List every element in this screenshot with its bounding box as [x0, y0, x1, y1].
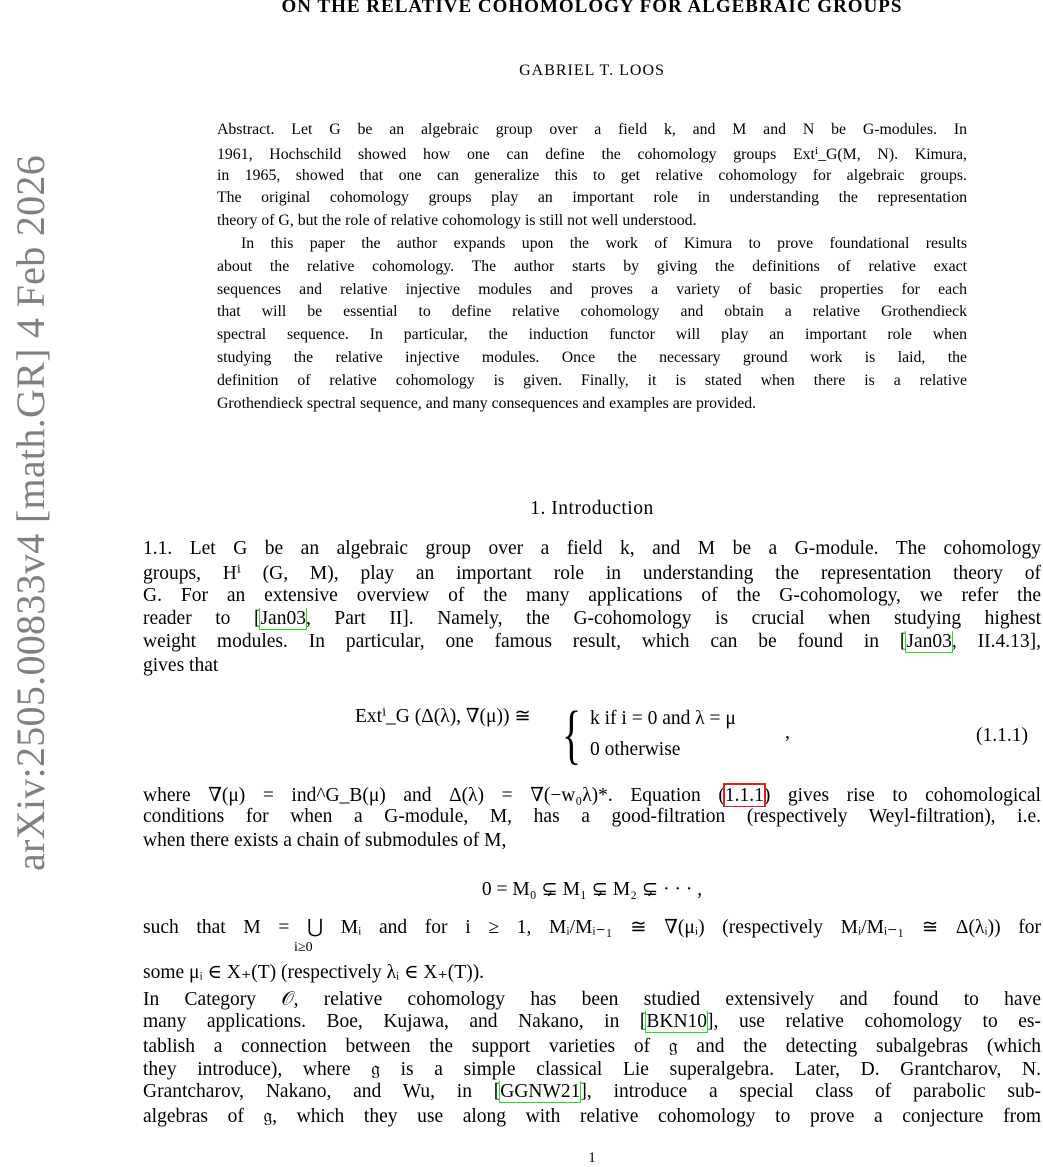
arxiv-identifier: arXiv:2505.00833v4 [math.GR] 4 Feb 2026 [8, 154, 53, 872]
text-segment: such that M = ⋃ Mᵢ and for i ≥ 1, Mᵢ/Mᵢ₋₁ ≅ ∇(μᵢ) (respectively Mᵢ/Mᵢ₋₁ ≅ Δ(λᵢ)) for [143, 917, 1041, 938]
equation-case-1: k if i = 0 and λ = μ [590, 708, 736, 729]
text-segment: algebras of 𝔤, which they use along with relative cohomology to prove a conjecture from [143, 1105, 1041, 1127]
text-segment: some μᵢ ∈ X₊(T) (respectively λᵢ ∈ X₊(T)). [143, 962, 485, 983]
paper-title: ON THE RELATIVE COHOMOLOGY FOR ALGEBRAIC GROUPS [281, 0, 903, 17]
text-segment: about the relative cohomology. The author starts by giving the definitions of relative exact [217, 257, 967, 275]
text-line [143, 1035, 1041, 1059]
text-line [143, 806, 1041, 830]
text-line [217, 258, 967, 282]
text-line [143, 1081, 1041, 1105]
text-line [143, 655, 1041, 677]
text-segment: , II.4.13], [951, 631, 1041, 653]
text-segment: in 1965, showed that one can generalize this to get relative cohomology for algebraic groups. [217, 166, 967, 184]
author-name: GABRIEL T. LOOS [519, 62, 665, 79]
citation-link[interactable]: GGNW21 [500, 1081, 581, 1103]
text-segment: Grothendieck spectral sequence, and many consequences and examples are provided. [217, 394, 757, 412]
text-line [217, 281, 967, 305]
text-line [217, 372, 967, 396]
text-line [217, 326, 967, 350]
union-index: i≥0 [294, 940, 313, 955]
text-segment: theory of G, but the role of relative cohomology is still not well understood. [217, 212, 697, 230]
text-segment: The original cohomology groups play an important role in understanding the representation [217, 189, 967, 207]
text-line [217, 212, 967, 230]
text-segment: In Category 𝒪, relative cohomology has been studied extensively and found to have [143, 989, 1041, 1010]
text-segment: that will be essential to define relative cohomology and obtain a relative Grothendieck [217, 303, 967, 321]
text-segment: definition of relative cohomology is given. Finally, it is stated when there is a relative [217, 371, 967, 389]
text-line [217, 349, 967, 373]
equation-number: (1.1.1) [976, 725, 1028, 746]
text-line [143, 608, 1041, 632]
text-segment: ], introduce a special class of parabolic sub- [580, 1081, 1041, 1103]
text-line [143, 561, 1041, 585]
text-segment: spectral sequence. In particular, the induction functor will play an important role when [217, 326, 967, 344]
equation-comma: , [785, 722, 790, 743]
text-segment: when there exists a chain of submodules of M, [143, 829, 507, 851]
text-segment: Abstract. Let G be an algebraic group over a field k, and M and N be G-modules. In [217, 121, 967, 138]
text-segment: tablish a connection between the support varieties of 𝔤 and the detecting subalgebras (which [143, 1035, 1041, 1057]
chain-equation: 0 = M₀ ⊊ M₁ ⊊ M₂ ⊊ · · · , [481, 879, 703, 900]
text-line [143, 988, 1041, 1012]
text-segment: studying the relative injective modules. Once the necessary ground work is laid, the [217, 349, 967, 366]
text-segment: G. For an extensive overview of the many applications of the G-cohomology, we refer the [143, 584, 1041, 606]
text-line [217, 167, 967, 191]
text-line [143, 631, 1041, 655]
text-line [143, 783, 1041, 807]
text-segment: , Part II]. Namely, the G-cohomology is crucial when studying highest [305, 607, 1041, 629]
text-line [143, 915, 1041, 939]
section-heading: 1. Introduction [530, 498, 654, 519]
text-segment: sequences and relative injective modules and proves a variety of basic properties for each [217, 280, 967, 298]
text-segment: weight modules. In particular, one famous result, which can be found in [ [143, 631, 907, 653]
text-segment: they introduce), where 𝔤 is a simple classical Lie superalgebra. Later, D. Grantcharov, N. [143, 1058, 1041, 1080]
text-line [143, 1105, 1041, 1129]
text-line [217, 235, 967, 259]
text-segment: Grantcharov, Nakano, and Wu, in [ [143, 1081, 501, 1103]
case-2-text: 0 otherwise [590, 739, 681, 760]
text-line [217, 189, 967, 213]
text-segment: 1.1. Let G be an algebraic group over a field k, and M be a G-module. The cohomology [143, 538, 1041, 559]
text-line [143, 585, 1041, 609]
page-number: 1 [588, 1150, 596, 1166]
text-segment: many applications. Boe, Kujawa, and Nakano, in [ [143, 1011, 647, 1033]
text-line [143, 538, 1041, 562]
text-line [143, 960, 1041, 984]
text-segment: In this paper the author expands upon the work of Kimura to prove foundational results [241, 235, 967, 252]
text-segment: ) gives rise to cohomological [763, 785, 1041, 806]
citation-link[interactable]: BKN10 [646, 1011, 708, 1033]
text-segment: groups, Hⁱ (G, M), play an important role in understanding the representation theory of [143, 563, 1041, 585]
text-segment: gives that [143, 654, 219, 676]
text-line [217, 144, 967, 168]
text-line [143, 1011, 1041, 1035]
equation-brace: { [562, 698, 582, 771]
text-line [217, 303, 967, 327]
text-segment: ], use relative cohomology to es- [707, 1011, 1041, 1033]
citation-link[interactable]: Jan03 [260, 607, 306, 629]
text-segment: reader to [ [143, 607, 261, 629]
equation-case-2 [590, 739, 680, 761]
text-line [217, 121, 967, 145]
citation-link[interactable]: Jan03 [906, 631, 952, 653]
equation-reference-link[interactable]: 1.1.1 [724, 785, 764, 806]
text-line [143, 830, 1041, 852]
text-segment: conditions for when a G-module, M, has a good-filtration (respectively Weyl-filtration), i.e. [143, 806, 1041, 828]
text-line [143, 1058, 1041, 1082]
text-segment: where ∇(μ) = ind^G_B(μ) and Δ(λ) = ∇(−w₀λ)*. Equation ( [143, 785, 725, 806]
text-segment: 1961, Hochschild showed how one can define the cohomology groups Extⁱ_G(M, N). Kimura, [217, 145, 967, 163]
text-line [217, 395, 967, 413]
equation-lhs: Extⁱ_G (Δ(λ), ∇(μ)) ≅ [355, 706, 531, 727]
